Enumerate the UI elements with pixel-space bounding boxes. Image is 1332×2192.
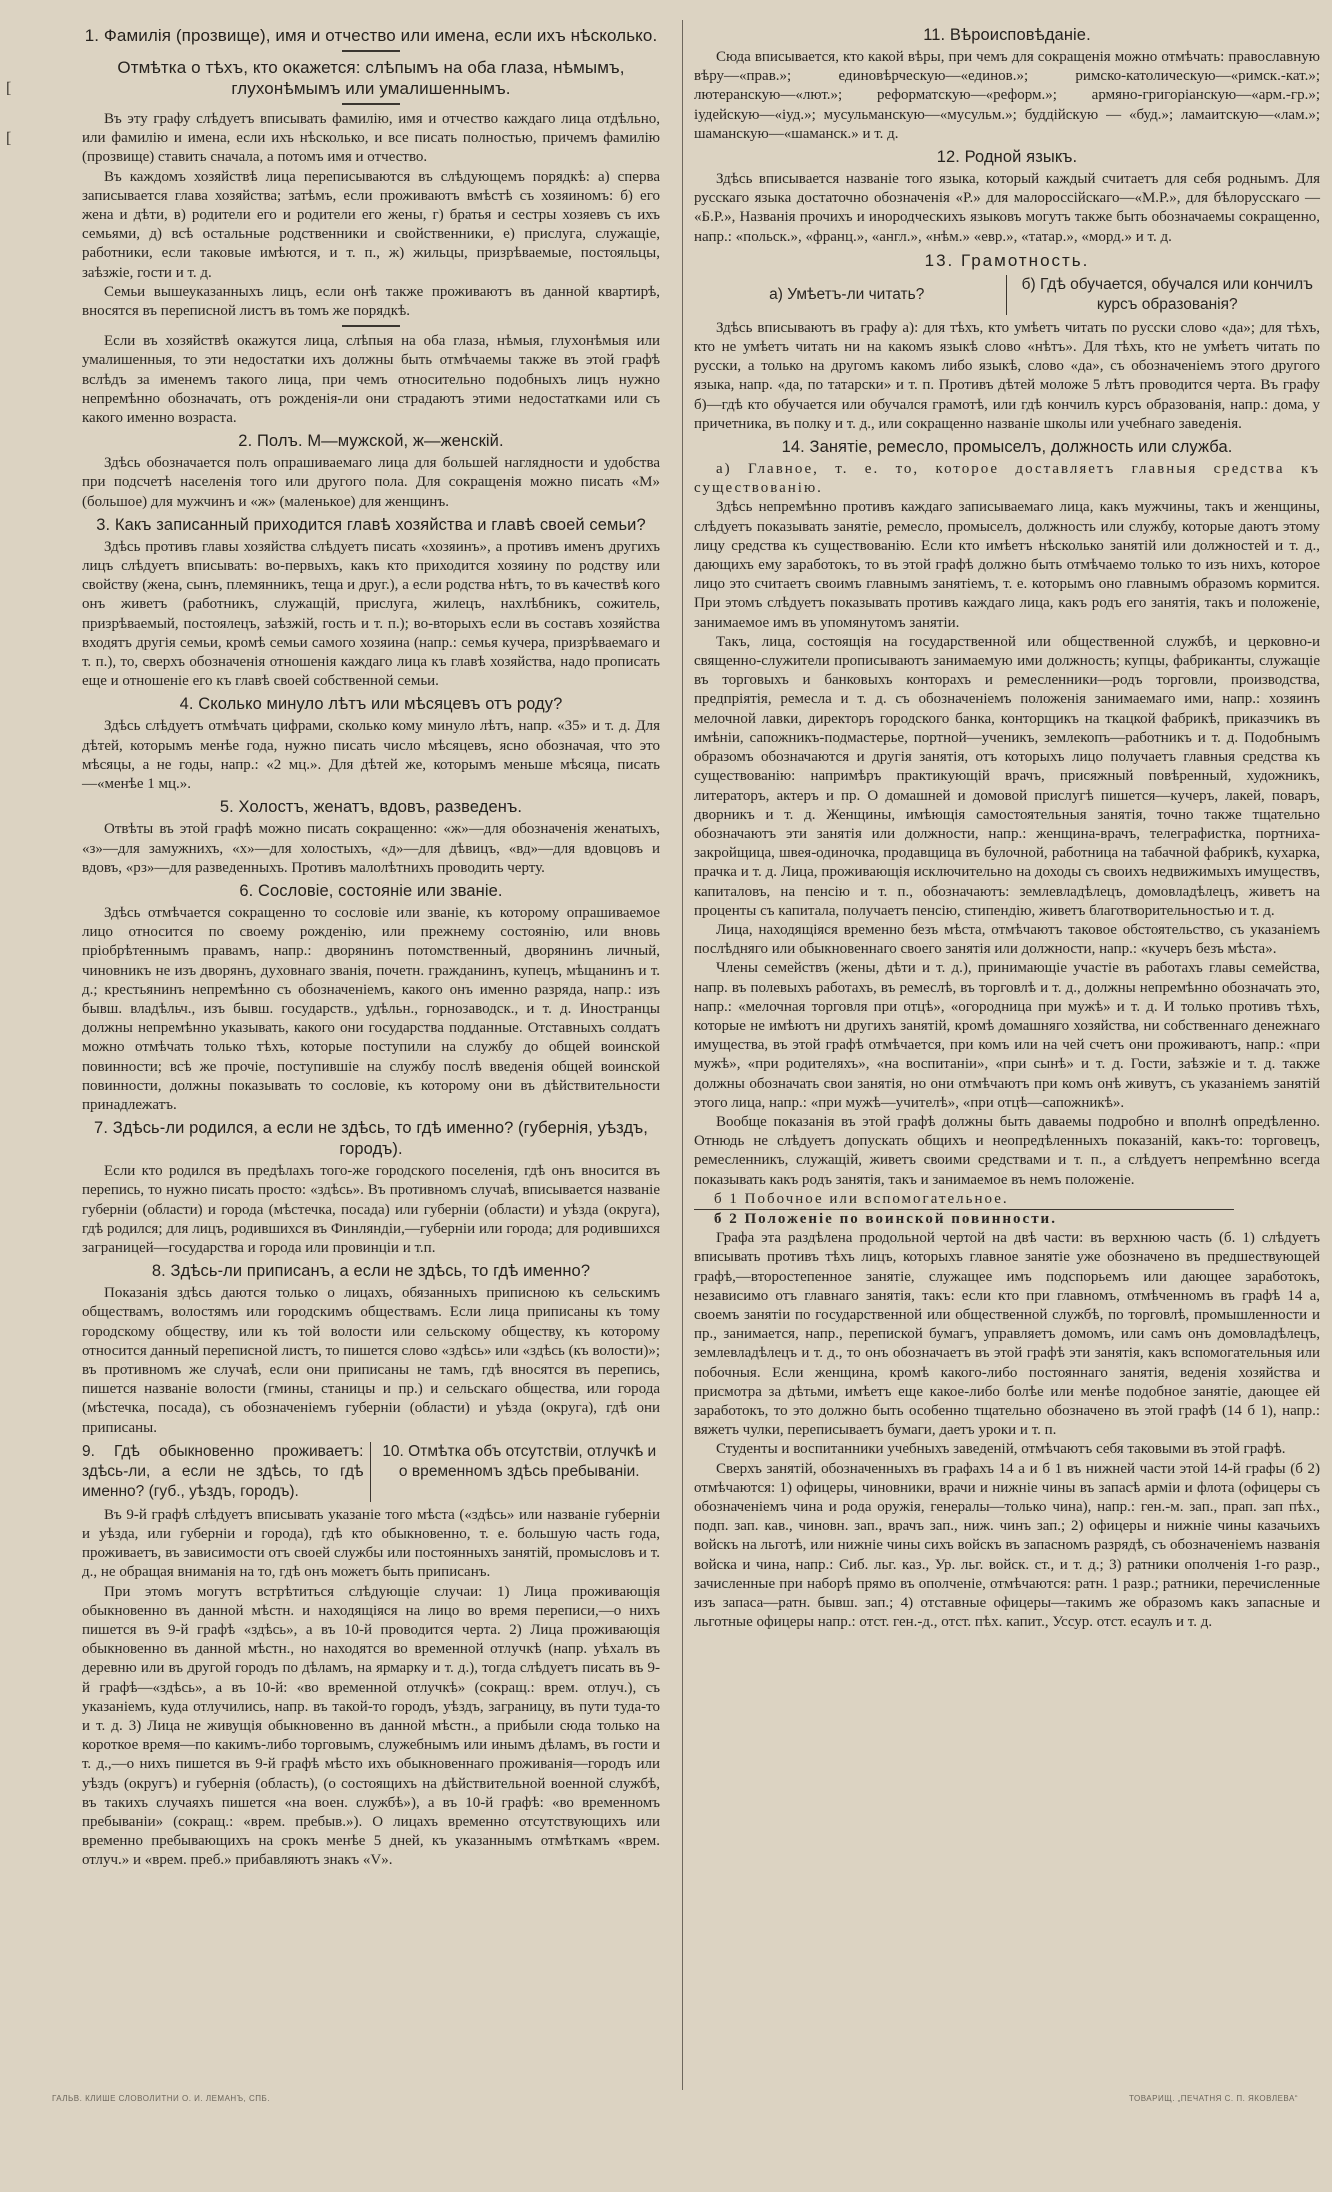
paragraph: Въ 9-й графѣ слѣдуетъ вписывать указаніе того мѣста («здѣсь» или названіе губерніи и уѣзда, или губерніи и города), гдѣ кто обыкновенно, т. е. большую часть года, проживаетъ, въ зависимости отъ своей службы или постоянныхъ занятій, промысловъ и т. д., не обращая вниманія на то, гдѣ онъ можетъ быть приписанъ.: [82, 1506, 660, 1581]
paragraph: Такъ, лица, состоящія на государственной или общественной службѣ, и церковно-и священно-служители прописываютъ занимаемую ими должность; купцы, фабриканты, служащіе въ торговыхъ и банковыхъ конторахъ и ремесленники—родъ торговли, производства, предпріятія, ремесла и т. д. съ обозначеніемъ положенія занимаемаго ими, напр.: хозяинъ мелочной лавки, директоръ городского банка, конторщикъ на ткацкой фабрикѣ, приказчикъ въ имѣніи, сапожникъ-подмастерье, портной—ученикъ, землекопъ—работникъ и т. д. Подобнымъ образомъ обозначаются и другія занятія, отъ которыхъ лицо получаетъ главныя средства къ существованію: напримѣръ практикующій врачъ, присяжный повѣренный, художникъ, литераторъ, актеръ и пр. О домашней и домовой прислугѣ пишется—кучеръ, лакей, поваръ, дворникъ и т. д. Женщины, имѣющія самостоятельныя занятія, точно также тщательно обозначаютъ эти занятія или должности, напр.: женщина-врачъ, телеграфистка, портниха-закройщица, швея-одиночка, продавщица въ булочной, работница на табачной фабрикѣ, кухарка, прачка и т. д. Лица, проживающія исключительно на доходы съ своихъ недвижимыхъ имуществъ, капиталовъ, на пенсію и т. п., обозначаютъ: землевладѣлецъ, домовладѣлецъ, живетъ на проценты съ капитала, получаетъ пенсію, стипендію, живетъ благотворительностью и т. д.: [694, 633, 1320, 919]
paragraph: Сверхъ занятій, обозначенныхъ въ графахъ 14 а и б 1 въ нижней части этой 14-й графы (б 2) отмѣчаются: 1) офицеры, чиновники, врачи и нижніе чины въ запасѣ арміи и флота (офицеры съ обозначеніемъ чина и рода оружія, генералы—только чина), напр.: ген.-м. зап., прап. зап пѣх., подп. зап. кав., чиновн. зап., врачъ зап., ниж. чинъ зап.; 2) офицеры и нижніе чины казачьихъ войскъ на льготѣ, или нижніе чины сихъ войскъ въ запасномъ разрядѣ, съ обозначеніемъ названія войска и чина, напр.: Сиб. льг. каз., Ур. льг. войск. ст., и т. д.; 3) ратники ополченія 1-го разр., зачисленные при наборѣ прямо въ ополченіе, отмѣчаются: ратн. 1 разр.; ратники, перечисленные изъ запаса—ратн. бывш. зап.; 4) отставные офицеры—такимъ же образомъ какъ запасные и льготные офицеры напр.: отст. ген.-д., отст. пѣх. капит., Уссур. отст. есаулъ и т. д.: [694, 1460, 1320, 1631]
section-5-title: 5. Холостъ, женатъ, вдовъ, разведенъ.: [219, 798, 523, 817]
paragraph: Въ каждомъ хозяйствѣ лица переписываются въ слѣдующемъ порядкѣ: а) сперва записывается глава хозяйства; затѣмъ, если проживаютъ вмѣстѣ съ хозяиномъ: б) его жена и дѣти, в) родители его и родители его жены, г) братья и сестры хозяевъ съ ихъ семьями, д) всѣ остальные родственники и свойственники, е) прислуга, служащіе, работники, если таковые имѣются, и т. п., ж) жильцы, призрѣваемые, постояльцы, заѣзжіе, гости и т. д.: [82, 168, 660, 281]
paragraph: Члены семействъ (жены, дѣти и т. д.), принимающіе участіе въ работахъ главы семейства, напр. въ полевыхъ работахъ, въ ремеслѣ, въ торговлѣ и т. д., должны непремѣнно обозначать это, напр.: «мелочная торговля при отцѣ», «огородница при мужѣ» и т. д. И только противъ тѣхъ, которые не имѣютъ ни другихъ занятій, кромѣ домашняго хозяйства, ни собственнаго денежнаго имущества, въ этой графѣ отмѣчается, при комъ или на чей счетъ они проживаютъ, напр.: «при мужѣ», «при родителяхъ», «на воспитаніи», «при сынѣ» и т. д. Гости, заѣзжіе и т. д. также должны обозначать свои занятія, но они отмѣчаютъ при комъ онѣ живутъ, съ указаніемъ занятій этого лица, напр.: «при мужѣ—учителѣ», «при отцѣ—сапожникѣ».: [694, 960, 1320, 1111]
section-9-10-headers: [82, 1442, 660, 1502]
section-1-title: 1. Фамилія (прозвище), имя и отчество или имена, если ихъ нѣсколько.: [84, 26, 658, 45]
section-14a-subtitle: а) Главное, т. е. то, которое доставляетъ главныя средства къ существованію.: [694, 461, 1320, 497]
left-column: [82, 22, 660, 1871]
paragraph: Здѣсь обозначается полъ опрашиваемаго лица для большей наглядности и удобства при подсчетѣ населенія того или другого пола. Для сокращенія можно писать «М» (большое) для мужчинъ и «ж» (маленькое) для женщинъ.: [82, 455, 660, 510]
paragraph: При этомъ могутъ встрѣтиться слѣдующіе случаи: 1) Лица проживающія обыкновенно въ данной мѣстн. и находящіяся на лицо во время переписи,—о нихъ пишется въ 9-й графѣ «здѣсь», а въ 10-й проводится черта. 2) Лица проживающія обыкновенно въ данной мѣстн., но находятся во временной отлучкѣ (напр. уѣхалъ въ деревню или въ другой городъ по дѣламъ, на ярмарку и т. д.), тогда слѣдуетъ писать въ 9-й графѣ—«здѣсь», а въ 10-й: «во временной отлучкѣ» (сокращ.: врем. отлуч.), съ указаніемъ, куда отлучились, напр. въ такой-то городъ, уѣздъ, заграницу, въ пути туда-то и т. д. 3) Лица не живущія обыкновенно въ данной мѣстн., а прибыли сюда только на короткое время—по какимъ-либо торговымъ, служебнымъ или инымъ дѣламъ, въ гости и т. д.,—о нихъ пишется въ 9-й графѣ мѣсто ихъ обыкновеннаго проживанія—городъ или уѣздъ (округъ) и губернія (область), (о состоящихъ на дѣйствительной военной службѣ, въ такихъ случаяхъ пишется «на воен. службѣ»), а въ 10-й графѣ: «во временномъ пребываніи» (сокращ.: «врем. пребыв.»). О лицахъ временно отсутствующихъ или временно пребывающихъ на срокъ менѣе 5 дней, къ указаннымъ отмѣткамъ «врем. отлуч.» и «врем. преб.» прибавляютъ знакъ «V».: [82, 1583, 660, 1869]
paragraph: Здѣсь вписывается названіе того языка, который каждый считаетъ для себя роднымъ. Для русскаго языка достаточно обозначенія «Р.» для малороссійскаго—«М.Р.», для бѣлорусскаго — «Б.Р.», Названія прочихъ и инородческихъ языковъ могутъ также быть обозначаемы сокращенно, напр.: «польск.», «франц.», «англ.», «нѣм.» «евр.», «татар.», «морд.» и т. д.: [694, 171, 1320, 245]
section-10-title: 10. Отмѣтка объ отсутствіи, отлучкѣ и о временномъ здѣсь пребываніи.: [382, 1442, 657, 1480]
paragraph: Вообще показанія въ этой графѣ должны быть даваемы подробно и вполнѣ опредѣленно. Отнюдь не слѣдуетъ допускать общихъ и неопредѣленныхъ показаній, какъ-то: торговецъ, ремесленникъ, служащій, живетъ своими средствами и т. п., а слѣдуетъ непремѣнно всегда показывать какъ родъ занятія, такъ и занимаемое въ немъ положеніе.: [694, 1113, 1320, 1188]
paragraph: Лица, находящіяся временно безъ мѣста, отмѣчаютъ таковое обстоятельство, съ указаніемъ послѣдняго или обыкновеннаго своего занятія или должности, напр.: «кучеръ безъ мѣста».: [694, 921, 1320, 958]
column-divider: [682, 20, 683, 2090]
section-13b-title: б) Гдѣ обучается, обучался или кончилъ курсъ образованія?: [1021, 275, 1313, 313]
section-14b2-title: б 2 Положеніе по воинской повинности.: [714, 1210, 1057, 1227]
paragraph: Графа эта раздѣлена продольной чертой на двѣ части: въ верхнюю часть (б. 1) слѣдуетъ вписывать противъ тѣхъ лицъ, которыхъ главное занятіе уже обозначено въ предшествующей графѣ,—второстепенное занятіе, служащее имъ подспорьемъ или дающее заработокъ, независимо отъ главнаго занятія, такъ: если кто при главномъ, отмѣченномъ въ графѣ 14 а, своемъ занятіи по государственной или общественной службѣ, по торговлѣ, промышленности и пр., занимается, напр., перепиской бумагъ, управляетъ домомъ, или самъ онъ домовладѣлецъ, землевладѣлецъ и т. д., то онъ обозначаетъ въ этой графѣ эти занятія, какъ вспомогательныя или побочныя. Если женщина, кромѣ какого-либо постояннаго занятія, веденія хозяйства и присмотра за дѣтьми, имѣетъ еще какое-либо болѣе или менѣе подобное занятіе, дающее ей заработокъ, то это должно быть особенно тщательно обозначено въ этой графѣ (14 б 1), напр.: вяжетъ чулки, переписываетъ бумаги, даетъ уроки и т. п.: [694, 1230, 1320, 1439]
paragraph: Здѣсь непремѣнно противъ каждаго записываемаго лица, какъ мужчины, такъ и женщины, слѣдуетъ показывать занятіе, ремесло, промыселъ, должность или службу, которые даютъ этому лицу средства къ существованію. Если кто имѣетъ нѣсколько занятій или должностей и т. д., дающихъ ему заработокъ, то въ этой графѣ должно быть отмѣчаемо только то изъ нихъ, которое лицо это считаетъ своимъ главнымъ занятіемъ, т. е. которымъ оно главнымъ образомъ кормится. При этомъ слѣдуетъ показывать противъ каждаго лица, какъ родъ его занятія, такъ и положеніе, занимаемое имъ въ упомянутомъ занятіи.: [694, 499, 1320, 631]
section-11-title: 11. Вѣроисповѣданіе.: [923, 26, 1091, 44]
paragraph: Студенты и воспитанники учебныхъ заведеній, отмѣчаютъ себя таковыми въ этой графѣ.: [716, 1441, 1286, 1458]
divider: [342, 325, 400, 327]
section-13-headers: [694, 275, 1320, 315]
section-4-title: 4. Сколько минуло лѣтъ или мѣсяцевъ отъ роду?: [179, 695, 563, 714]
paragraph: Сюда вписывается, кто какой вѣры, при чемъ для сокращенія можно отмѣчать: православную вѣру—«прав.»; единовѣрческую—«единов.»; римско-католическую—«римск.-кат.»; лютеранскую—«лют.»; реформатскую—«реформ.»; армяно-григоріанскую—«арм.-гр.»; іудейскую—«іуд.»; мусульманскую—«мусульм.»; буддійскую — «буд.»; ламаитскую—«лам.»; шаманскую—«шаманск.» и т. д.: [694, 49, 1320, 142]
footer-printer-right: ТОВАРИЩ. „ПЕЧАТНЯ С. П. ЯКОВЛЕВА“: [1128, 2094, 1298, 2103]
section-14b1-title: б 1 Побочное или вспомогательное.: [694, 1190, 1234, 1210]
paragraph: Если кто родился въ предѣлахъ того-же городского поселенія, гдѣ онъ вносится въ перепись, то нужно писать просто: «здѣсь». Въ противномъ случаѣ, вписывается названіе губерніи (области) и города (мѣстечка, посада) или губерніи (области) и уѣзда (округа), гдѣ родился; для лицъ, родившихся въ Финляндіи,—губерніи или города; для родившихся заграницей—государства и города или провинціи и т.п.: [82, 1163, 660, 1256]
paragraph: Здѣсь отмѣчается сокращенно то сословіе или званіе, къ которому опрашиваемое лицо относится по своему рожденію, или прежнему состоянію, или вновь пріобрѣтеннымъ правамъ, напр.: дворянинъ потомственный, дворянинъ личный, чиновникъ не изъ дворянъ, духовнаго званія, почетн. гражданинъ, купецъ, мѣщанинъ и т. д.; крестьянинъ непремѣнно съ обозначеніемъ, какого онъ именно разряда, напр.: изъ бывш. владѣльч., изъ бывш. государств., удѣльн., горнозаводск., и т. д. Иностранцы должны непремѣнно указывать, какого они государства подданные. Отставныхъ солдатъ можно отмѣчать только тѣхъ, которые поступили на службу до общей воинской повинности; всѣ же прочіе, поступившіе на службу послѣ введенія общей воинской повинности, должны показывать то сословіе, къ которому они въ дѣйствительности принадлежатъ.: [82, 904, 660, 1113]
paragraph: Здѣсь вписываютъ въ графу а): для тѣхъ, кто умѣетъ читать по русски слово «да»; для тѣхъ, кто не умѣетъ читать ни на какомъ языкѣ слово «нѣтъ». Для тѣхъ, кто не умѣетъ читать по русски, а только на другомъ какомъ либо языкѣ, слово «да», съ обозначеніемъ этого другого языка, напр. «да, по татарски» и т. п. Противъ дѣтей моложе 5 лѣтъ проводится черта. Въ графу б)—гдѣ кто обучается или обучался грамотѣ, или гдѣ кончилъ курсъ образованія, напр.: дома, у причетника, въ полку и т. д., или сокращенно названіе школы или учебнаго заведенія.: [694, 319, 1320, 432]
paragraph: Въ эту графу слѣдуетъ вписывать фамилію, имя и отчество каждаго лица отдѣльно, или фамилію и имена, если ихъ нѣсколько, и все писать полностью, причемъ фамилію (прозвище) ставить сначала, а потомъ имя и отчество.: [82, 111, 660, 166]
section-13-title: 13. Грамотность.: [924, 250, 1090, 270]
section-6-title: 6. Сословіе, состояніе или званіе.: [239, 881, 503, 900]
paragraph: Если въ хозяйствѣ окажутся лица, слѣпыя на оба глаза, нѣмыя, глухонѣмыя или умалишенныя, то эти недостатки ихъ должны быть отмѣчаемы также въ этой графѣ вслѣдъ за именемъ такого лица, при чемъ относительно подобныхъ лицъ нужно непремѣнно обозначать, отъ рожденія-ли они страдаютъ этими недостатками или съ какого именно возраста.: [82, 333, 660, 427]
paragraph: Здѣсь слѣдуетъ отмѣчать цифрами, сколько кому минуло лѣтъ, напр. «35» и т. д. Для дѣтей, которымъ менѣе года, нужно писать число мѣсяцевъ, ясно обозначая, что это мѣсяцы, а не годы, напр.: «2 мц.». Для дѣтей же, которымъ меньше мѣсяца, писать—«менѣе 1 мц.».: [82, 718, 660, 793]
section-2-title: 2. Полъ. М—мужской, ж—женскій.: [238, 432, 504, 451]
divider: [342, 103, 400, 105]
right-column: [694, 22, 1320, 1632]
paragraph: Показанія здѣсь даются только о лицахъ, обязанныхъ приписною къ сельскимъ обществамъ, волостямъ или городскимъ обществамъ. Если лица приписаны къ тому городскому обществу, или къ той волости или сельскому обществу, къ которому относится данный переписной листъ, то пишется слово «здѣсь» или «здѣсь (къ волости)»; въ противномъ же случаѣ, если они приписаны не тамъ, гдѣ вносятся въ перепись, пишется названіе волости (гмины, станицы и пр.) и сельскаго общества, или города (мѣстечка, посада), съ обозначеніемъ губерніи (области) и уѣзда (округа), гдѣ они приписаны.: [82, 1285, 660, 1436]
section-9-title: 9. Гдѣ обыкновенно проживаетъ: здѣсь-ли, а если не здѣсь, то гдѣ именно? (губ., уѣздъ, городъ).: [82, 1442, 371, 1502]
section-3-title: 3. Какъ записанный приходится главѣ хозяйства и главѣ своей семьи?: [96, 515, 646, 534]
section-1-subtitle: Отмѣтка о тѣхъ, кто окажется: слѣпымъ на оба глаза, нѣмымъ, глухонѣмымъ или умалишеннымъ.: [117, 58, 625, 98]
margin-mark: [: [6, 80, 12, 97]
divider: [342, 50, 400, 52]
margin-mark: [: [6, 130, 12, 147]
section-14-title: 14. Занятіе, ремесло, промыселъ, должность или служба.: [781, 438, 1233, 457]
section-13a-title: а) Умѣетъ-ли читать?: [694, 275, 1007, 315]
footer-printer-left: ГАЛЬВ. КЛИШЕ СЛОВОЛИТНИ О. И. ЛЕМАНЪ, СПБ.: [52, 2094, 270, 2103]
section-12-title: 12. Родной языкъ.: [936, 148, 1078, 167]
paragraph: Семьи вышеуказанныхъ лицъ, если онѣ также проживаютъ въ данной квартирѣ, вносятся въ переписной листъ въ томъ же порядкѣ.: [82, 283, 660, 320]
paragraph: Отвѣты въ этой графѣ можно писать сокращенно: «ж»—для обозначенія женатыхъ, «з»—для замужнихъ, «х»—для холостыхъ, «д»—для дѣвицъ, «вд»—для вдовцовъ и вдовъ, «рз»—для разведенныхъ. Противъ малолѣтнихъ проводить черту.: [82, 821, 660, 876]
paragraph: Здѣсь противъ главы хозяйства слѣдуетъ писать «хозяинъ», а противъ именъ другихъ лицъ слѣдуетъ вписывать: во-первыхъ, какъ кто приходится хозяину по родству или свойству (жена, сынъ, племянникъ, теща и друг.), а если родства нѣтъ, то въ качествѣ кого онъ живетъ (работникъ, служащій, прислуга, жилецъ, нахлѣбникъ, сожитель, призрѣваемый, постоялецъ, заѣзжій, гость и т. п.); во-вторыхъ если въ составъ хозяйства входятъ другія семьи, кромѣ семьи самого хозяина (напр.: семья кучера, призрѣваемаго и т. п.), то, сверхъ обозначенія отношенія каждаго лица къ главѣ хозяйства, надо прописать еще и отношеніе его къ главѣ своей собственной семьи.: [82, 538, 660, 690]
section-8-title: 8. Здѣсь-ли приписанъ, а если не здѣсь, то гдѣ именно?: [151, 1262, 591, 1281]
section-7-title: 7. Здѣсь-ли родился, а если не здѣсь, то гдѣ именно? (губернія, уѣздъ, городъ).: [94, 1119, 648, 1159]
